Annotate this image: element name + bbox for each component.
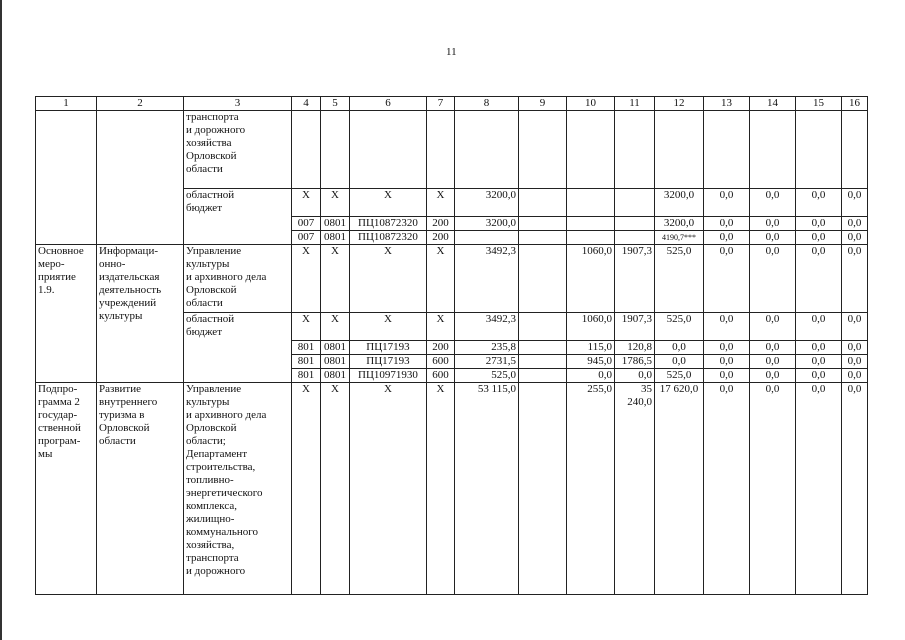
table-cell: 525,0 — [655, 245, 704, 313]
table-cell: X — [427, 313, 455, 341]
column-header: 10 — [567, 97, 615, 111]
table-cell — [455, 231, 519, 245]
column-header: 9 — [519, 97, 567, 111]
table-cell: 0801 — [321, 217, 350, 231]
table-cell: 0,0 — [704, 341, 750, 355]
header-row — [36, 97, 868, 111]
table-cell: 2731,5 — [455, 355, 519, 369]
table-cell: 525,0 — [455, 369, 519, 383]
table-cell — [519, 341, 567, 355]
table-cell — [567, 231, 615, 245]
table-row — [36, 245, 868, 313]
table-cell: ПЦ17193 — [350, 341, 427, 355]
table-cell: 525,0 — [655, 369, 704, 383]
table-cell: 801 — [292, 355, 321, 369]
empty-cell — [321, 111, 350, 189]
responsible-executor-cell: транспорта и дорожного хозяйства Орловской области — [184, 111, 292, 189]
table-cell: 120,8 — [615, 341, 655, 355]
table-cell: 3492,3 — [455, 245, 519, 313]
table-cell: 0,0 — [704, 217, 750, 231]
funding-source-cell: областной бюджет — [184, 189, 292, 245]
table-cell: 0,0 — [796, 245, 842, 313]
table-cell: 1907,3 — [615, 245, 655, 313]
table-cell: 0,0 — [842, 341, 868, 355]
empty-cell — [427, 111, 455, 189]
table-cell: 0,0 — [796, 313, 842, 341]
table-cell: 0,0 — [796, 355, 842, 369]
table-cell: 0,0 — [567, 369, 615, 383]
empty-cell — [350, 111, 427, 189]
table-cell: 200 — [427, 231, 455, 245]
column-header: 3 — [184, 97, 292, 111]
table-cell: 0,0 — [704, 189, 750, 217]
table-cell — [519, 369, 567, 383]
table-cell: 0,0 — [842, 355, 868, 369]
table-cell: 0,0 — [615, 369, 655, 383]
table-cell: 0,0 — [704, 231, 750, 245]
table-cell: 0,0 — [842, 313, 868, 341]
empty-cell — [655, 111, 704, 189]
table-cell: X — [350, 245, 427, 313]
table-cell: 1786,5 — [615, 355, 655, 369]
empty-cell — [292, 111, 321, 189]
table-cell: 0,0 — [842, 383, 868, 595]
column-header: 13 — [704, 97, 750, 111]
table-cell: 0,0 — [842, 231, 868, 245]
subprogram-number-cell: Подпро- грамма 2 государ- ственной програм- мы — [36, 383, 97, 595]
column-header: 12 — [655, 97, 704, 111]
table-cell — [519, 383, 567, 595]
table-cell: 007 — [292, 217, 321, 231]
measure-number-cell: Основное меро- приятие 1.9. — [36, 245, 97, 383]
table-cell: X — [292, 189, 321, 217]
responsible-executor-cell: Управление культуры и архивного дела Орловской области; Департамент строительства, топливно- энергетического комплекса, жилищно- коммунального хозяйства, транспорта и дорожного — [184, 383, 292, 595]
table-cell: X — [427, 245, 455, 313]
table-cell — [519, 231, 567, 245]
table-cell: ПЦ10872320 — [350, 231, 427, 245]
table-cell: 115,0 — [567, 341, 615, 355]
table-cell: 0,0 — [750, 341, 796, 355]
table-cell — [615, 189, 655, 217]
column-header: 8 — [455, 97, 519, 111]
table-cell — [519, 217, 567, 231]
table-cell: 255,0 — [567, 383, 615, 595]
table-cell: 235,8 — [455, 341, 519, 355]
funding-source-cell: областной бюджет — [184, 313, 292, 383]
table-cell — [567, 189, 615, 217]
table-cell: 0,0 — [750, 369, 796, 383]
empty-cell — [615, 111, 655, 189]
budget-table — [35, 96, 868, 595]
table-cell: 3492,3 — [455, 313, 519, 341]
column-header: 5 — [321, 97, 350, 111]
table-cell: 0,0 — [750, 313, 796, 341]
column-header: 15 — [796, 97, 842, 111]
table-cell: X — [292, 383, 321, 595]
table-cell: 200 — [427, 341, 455, 355]
column-header: 1 — [36, 97, 97, 111]
empty-cell — [704, 111, 750, 189]
empty-cell — [519, 111, 567, 189]
table-cell: 3200,0 — [455, 189, 519, 217]
table-cell — [519, 189, 567, 217]
table-cell: 17 620,0 — [655, 383, 704, 595]
table-cell: 0,0 — [750, 217, 796, 231]
table-cell: X — [427, 189, 455, 217]
column-header: 16 — [842, 97, 868, 111]
table-cell: 801 — [292, 369, 321, 383]
table-cell: 0,0 — [704, 245, 750, 313]
table-cell: ПЦ10971930 — [350, 369, 427, 383]
table-cell: 0,0 — [842, 217, 868, 231]
table-cell: 0,0 — [796, 231, 842, 245]
table-cell: 0801 — [321, 369, 350, 383]
table-cell — [615, 217, 655, 231]
table-cell: X — [350, 383, 427, 595]
table-cell: 600 — [427, 369, 455, 383]
table-cell: X — [321, 313, 350, 341]
table-cell: X — [350, 313, 427, 341]
page-number: 11 — [446, 46, 457, 58]
table-cell: 0,0 — [796, 369, 842, 383]
table-cell: 0,0 — [655, 341, 704, 355]
table-cell: 0,0 — [704, 355, 750, 369]
responsible-executor-cell: Управление культуры и архивного дела Орловской области — [184, 245, 292, 313]
table-cell: X — [321, 189, 350, 217]
column-header: 6 — [350, 97, 427, 111]
table-cell: 53 115,0 — [455, 383, 519, 595]
table-cell: 0,0 — [750, 355, 796, 369]
column-header: 14 — [750, 97, 796, 111]
table-cell: 0801 — [321, 231, 350, 245]
table-row — [36, 383, 868, 595]
empty-cell — [455, 111, 519, 189]
table-cell: X — [292, 313, 321, 341]
table-cell: 0,0 — [796, 189, 842, 217]
table-cell: X — [292, 245, 321, 313]
empty-cell — [567, 111, 615, 189]
table-cell: 0,0 — [796, 383, 842, 595]
table-cell: 0801 — [321, 355, 350, 369]
table-cell: 0,0 — [842, 245, 868, 313]
table-cell: 0,0 — [750, 189, 796, 217]
subprogram-name-cell: Развитие внутреннего туризма в Орловской области — [97, 383, 184, 595]
table-cell — [567, 217, 615, 231]
table-cell: 0,0 — [796, 217, 842, 231]
table-cell — [519, 313, 567, 341]
measure-name-cell: Информаци- онно- издательская деятельность учреждений культуры — [97, 245, 184, 383]
table-cell: 0,0 — [796, 341, 842, 355]
table-cell: 801 — [292, 341, 321, 355]
table-cell: 0,0 — [750, 245, 796, 313]
column-header: 7 — [427, 97, 455, 111]
table-cell: 0,0 — [655, 355, 704, 369]
table-row — [36, 111, 868, 189]
table-cell — [615, 231, 655, 245]
table-cell: 1060,0 — [567, 313, 615, 341]
table-cell: 1907,3 — [615, 313, 655, 341]
table-cell: 0,0 — [842, 189, 868, 217]
table-cell: ПЦ17193 — [350, 355, 427, 369]
table-cell: 200 — [427, 217, 455, 231]
table-cell — [519, 245, 567, 313]
table-cell: 007 — [292, 231, 321, 245]
table-cell: X — [350, 189, 427, 217]
table-cell: 945,0 — [567, 355, 615, 369]
table-cell: 3200,0 — [655, 217, 704, 231]
empty-cell — [796, 111, 842, 189]
empty-cell — [97, 111, 184, 245]
table-cell: 525,0 — [655, 313, 704, 341]
table-cell: 3200,0 — [455, 217, 519, 231]
table-cell: X — [321, 383, 350, 595]
table-cell: 600 — [427, 355, 455, 369]
table-cell: 0,0 — [750, 383, 796, 595]
table-cell: 0801 — [321, 341, 350, 355]
column-header: 2 — [97, 97, 184, 111]
empty-cell — [36, 111, 97, 245]
empty-cell — [750, 111, 796, 189]
empty-cell — [842, 111, 868, 189]
table-cell: ПЦ10872320 — [350, 217, 427, 231]
column-header: 11 — [615, 97, 655, 111]
table-cell: 0,0 — [842, 369, 868, 383]
table-cell: 35 240,0 — [615, 383, 655, 595]
table-cell: 0,0 — [750, 231, 796, 245]
table-cell: 1060,0 — [567, 245, 615, 313]
table-cell: 0,0 — [704, 369, 750, 383]
table-cell — [519, 355, 567, 369]
table-cell: 0,0 — [704, 313, 750, 341]
table-cell: 0,0 — [704, 383, 750, 595]
page-left-edge-line — [0, 0, 2, 640]
table-cell: X — [321, 245, 350, 313]
table-cell: 3200,0 — [655, 189, 704, 217]
column-header: 4 — [292, 97, 321, 111]
table-cell: X — [427, 383, 455, 595]
table-cell: 4190,7*** — [655, 231, 704, 245]
